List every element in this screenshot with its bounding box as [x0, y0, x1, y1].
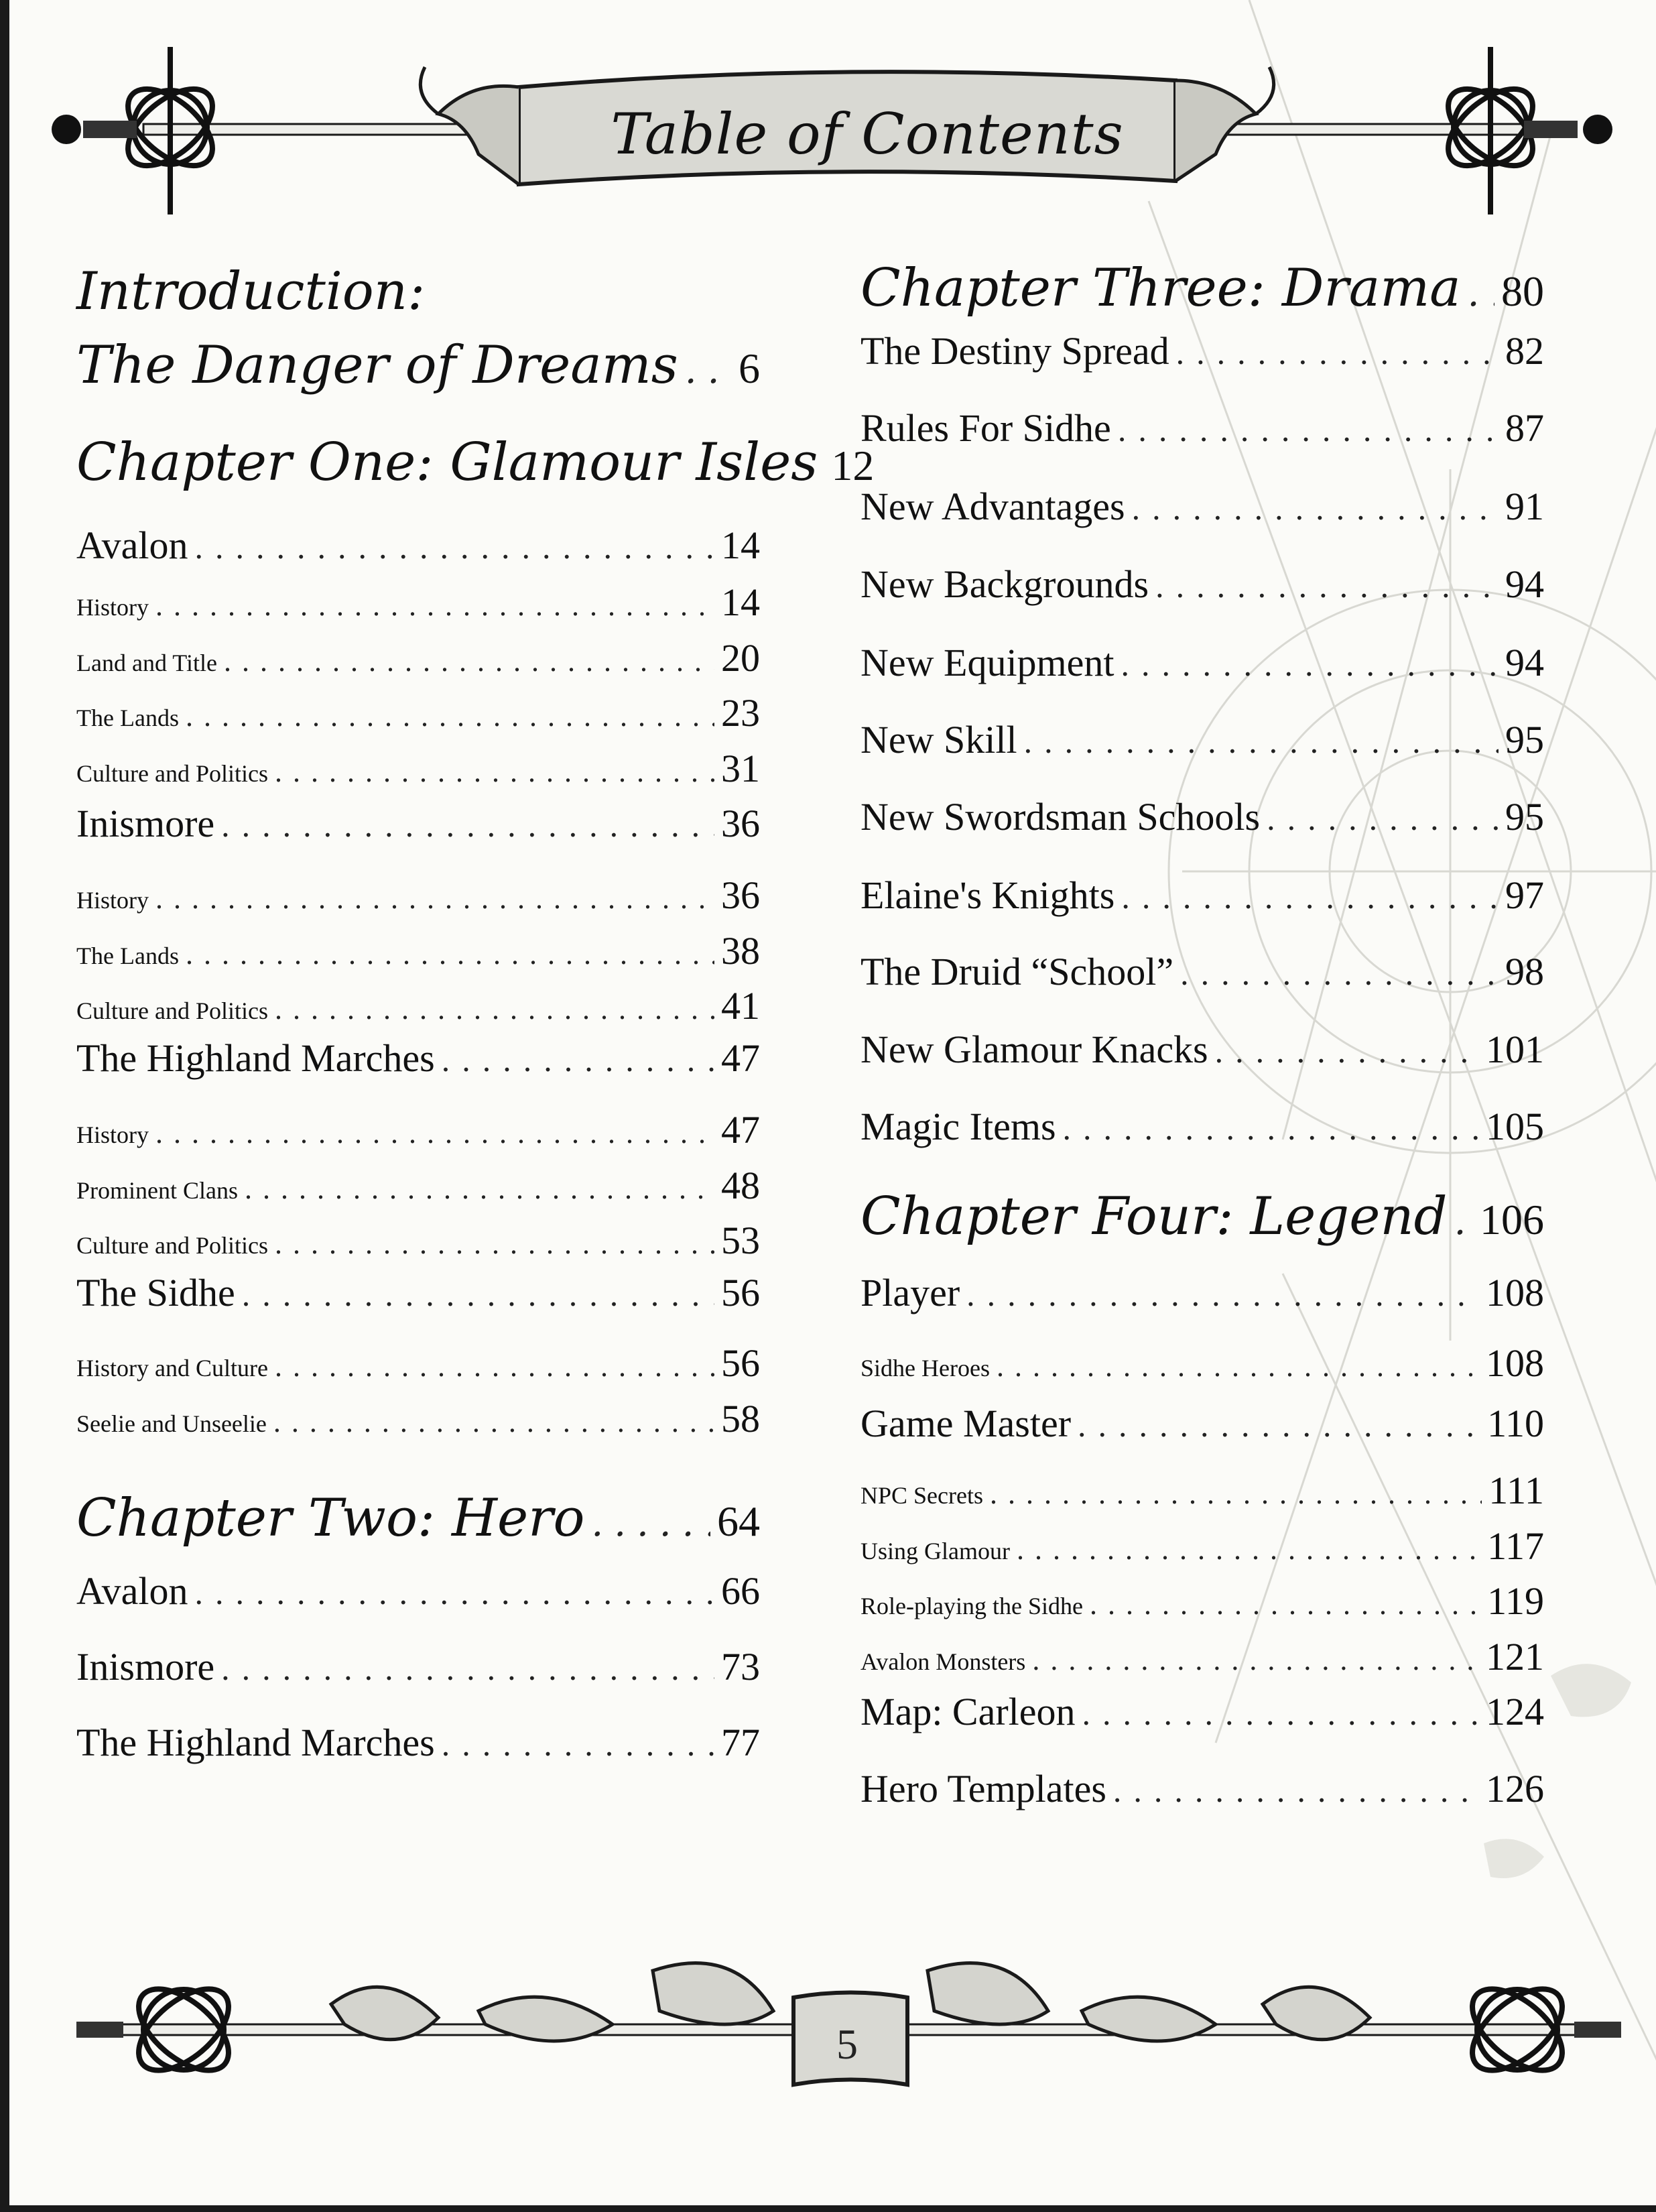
toc-entry-page: 121	[1486, 1635, 1544, 1678]
toc-subentry[interactable]	[76, 928, 760, 973]
dot-leader	[966, 1275, 1479, 1314]
toc-entry-label: The Lands	[76, 704, 179, 731]
toc-entry-label: Inismore	[76, 1645, 215, 1688]
toc-entry-page: 97	[1505, 873, 1544, 917]
toc-subentry[interactable]	[76, 746, 760, 791]
dot-leader	[1121, 645, 1499, 684]
toc-subentry[interactable]	[76, 1341, 760, 1386]
toc-entry-page: 38	[721, 929, 760, 973]
toc-subentry[interactable]	[76, 1396, 760, 1441]
dot-leader	[1176, 333, 1499, 372]
toc-subentry[interactable]	[861, 1634, 1544, 1679]
toc-subentry[interactable]	[76, 635, 760, 680]
toc-entry-label: History and Culture	[76, 1355, 268, 1381]
toc-entry-page: 56	[721, 1341, 760, 1385]
toc-entry-page: 14	[721, 580, 760, 624]
toc-entry-label: New Glamour Knacks	[861, 1028, 1208, 1071]
dot-leader	[1215, 1032, 1479, 1070]
toc-entry-page: 117	[1487, 1524, 1544, 1568]
toc-entry-page: 6	[739, 345, 760, 392]
toc-subentry[interactable]	[76, 1163, 760, 1208]
toc-entry-page: 64	[717, 1497, 760, 1545]
toc-entry-label: History	[76, 887, 149, 914]
dot-leader	[221, 806, 714, 845]
dot-leader	[194, 528, 714, 566]
toc-entry-page: 87	[1505, 406, 1544, 450]
dot-leader	[155, 881, 714, 916]
toc-entry-page: 36	[721, 873, 760, 917]
toc-entry-hero-templates[interactable]	[861, 1766, 1544, 1811]
toc-entry-label: New Advantages	[861, 485, 1125, 528]
toc-entry[interactable]	[861, 717, 1544, 762]
toc-entry-label: Prominent Clans	[76, 1177, 238, 1204]
dot-leader	[1032, 1643, 1479, 1677]
toc-entry-chapter-four[interactable]	[861, 1186, 1544, 1247]
dot-leader	[275, 755, 714, 789]
toc-entry-page: 47	[721, 1108, 760, 1152]
toc-entry-label: Culture and Politics	[76, 760, 268, 787]
toc-entry-label: Hero Templates	[861, 1767, 1106, 1810]
toc-entry[interactable]	[861, 949, 1544, 994]
toc-entry[interactable]	[861, 873, 1544, 918]
toc-entry-hero-highland-marches[interactable]	[76, 1720, 760, 1765]
toc-entry-game-master[interactable]	[861, 1401, 1544, 1446]
dot-leader	[275, 992, 714, 1026]
dot-leader	[1078, 1406, 1480, 1445]
toc-subentry[interactable]	[76, 1218, 760, 1263]
dot-leader	[273, 1405, 714, 1439]
dot-leader	[1468, 271, 1494, 315]
dot-leader	[1090, 1587, 1480, 1621]
toc-entry-page: 31	[721, 747, 760, 790]
toc-entry-label: History	[76, 594, 149, 621]
dot-leader	[591, 1501, 710, 1545]
toc-entry-page: 48	[721, 1164, 760, 1207]
toc-entry-label: Magic Items	[861, 1105, 1056, 1148]
toc-entry-page: 94	[1505, 562, 1544, 606]
dot-leader	[245, 1172, 714, 1206]
toc-entry[interactable]	[861, 406, 1544, 450]
toc-entry-page: 108	[1486, 1271, 1544, 1314]
toc-entry-label: The Danger of Dreams	[76, 335, 678, 395]
toc-entry-page: 56	[721, 1271, 760, 1314]
dot-leader	[1454, 1200, 1473, 1243]
toc-entry-label: Avalon	[76, 1569, 188, 1613]
toc-entry[interactable]	[861, 328, 1544, 373]
dot-leader	[1267, 799, 1499, 838]
toc-entry-page: 36	[721, 802, 760, 845]
toc-entry-page: 94	[1505, 641, 1544, 684]
toc-entry-page: 73	[721, 1645, 760, 1688]
toc-entry-label: Game Master	[861, 1402, 1072, 1445]
toc-entry-page: 91	[1505, 485, 1544, 528]
toc-entry-page: 58	[721, 1397, 760, 1440]
toc-entry-label: The Highland Marches	[76, 1036, 435, 1080]
toc-entry-label: Culture and Politics	[76, 1232, 268, 1259]
toc-entry-page: 53	[721, 1219, 760, 1262]
dot-leader	[1024, 722, 1499, 761]
dot-leader	[186, 937, 714, 971]
toc-entry-page: 23	[721, 691, 760, 735]
toc-entry-label: Culture and Politics	[76, 997, 268, 1024]
dot-leader	[442, 1725, 714, 1764]
toc-entry-label: New Equipment	[861, 641, 1114, 684]
toc-entry-page: 41	[721, 984, 760, 1028]
toc-entry-label: The Lands	[76, 942, 179, 969]
toc-entry-avalon[interactable]	[76, 523, 760, 568]
toc-entry[interactable]	[861, 1104, 1544, 1149]
intro-title-line: Introduction:	[76, 261, 426, 322]
dot-leader	[186, 699, 714, 733]
dot-leader	[1180, 954, 1499, 993]
toc-entry-map-carleon[interactable]	[861, 1689, 1544, 1734]
toc-entry-label: New Skill	[861, 718, 1017, 761]
dot-leader	[155, 589, 714, 623]
toc-entry-intro[interactable]	[76, 335, 760, 395]
dot-leader	[155, 1116, 714, 1150]
dot-leader	[1017, 1532, 1480, 1566]
dot-leader	[224, 644, 714, 678]
toc-entry-chapter-one[interactable]	[76, 432, 875, 493]
dot-leader	[275, 1349, 714, 1384]
dot-leader	[990, 1477, 1482, 1511]
toc-entry-highland-marches[interactable]	[76, 1036, 760, 1081]
toc-entry-the-sidhe[interactable]	[76, 1270, 760, 1315]
toc-entry-page: 105	[1486, 1105, 1544, 1148]
toc-entry-label: History	[76, 1121, 149, 1148]
dot-leader	[1132, 489, 1499, 528]
toc-entry-label: Player	[861, 1271, 960, 1314]
toc-entry-page: 106	[1480, 1196, 1544, 1243]
toc-subentry[interactable]	[861, 1579, 1544, 1623]
dot-leader	[194, 1573, 714, 1612]
dot-leader	[1113, 1771, 1479, 1810]
toc-entry-label: Map: Carleon	[861, 1690, 1076, 1733]
toc-entry-page: 101	[1486, 1028, 1544, 1071]
page-number: 5	[836, 2020, 858, 2068]
dot-leader	[1121, 877, 1499, 916]
toc-entry-label: New Swordsman Schools	[861, 795, 1261, 839]
toc-entry-label: Chapter Two: Hero	[76, 1488, 585, 1548]
toc-subentry[interactable]	[861, 1341, 1544, 1386]
toc-entry-label: Chapter Four: Legend	[861, 1186, 1448, 1247]
toc-entry-page: 82	[1505, 329, 1544, 373]
toc-subentry[interactable]	[861, 1468, 1544, 1513]
toc-entry[interactable]	[861, 484, 1544, 529]
toc-entry-label: The Destiny Spread	[861, 329, 1169, 373]
toc-subentry[interactable]	[76, 580, 760, 625]
toc-entry-page: 80	[1501, 267, 1544, 315]
toc-entry-page: 119	[1487, 1579, 1544, 1623]
dot-leader	[1155, 566, 1499, 605]
toc-entry-label: The Druid “School”	[861, 950, 1174, 993]
toc-entry-label: Inismore	[76, 802, 215, 845]
toc-entry-label: Role-playing the Sidhe	[861, 1593, 1083, 1619]
toc-entry-label: Chapter Three: Drama	[861, 258, 1461, 318]
toc-entry-hero-avalon[interactable]	[76, 1569, 760, 1613]
toc-subentry[interactable]	[76, 1107, 760, 1152]
toc-entry-page: 95	[1505, 795, 1544, 839]
toc-entry-label: The Sidhe	[76, 1271, 235, 1314]
dot-leader	[1063, 1109, 1479, 1148]
toc-entry[interactable]	[861, 1027, 1544, 1072]
toc-entry-page: 66	[721, 1569, 760, 1613]
toc-entry-inismore[interactable]	[76, 801, 760, 846]
toc-entry-page: 111	[1488, 1469, 1544, 1512]
toc-entry-label: Land and Title	[76, 650, 218, 676]
toc-entry[interactable]	[861, 640, 1544, 685]
dot-leader	[221, 1649, 714, 1688]
toc-entry-page: 12	[831, 442, 875, 489]
header-banner	[36, 40, 1645, 214]
dot-leader	[442, 1040, 714, 1079]
toc-subentry[interactable]	[76, 873, 760, 918]
dot-leader	[685, 349, 732, 392]
toc-entry-page: 126	[1486, 1767, 1544, 1810]
page-title: Table of Contents	[611, 101, 1124, 167]
toc-entry-label: NPC Secrets	[861, 1482, 983, 1509]
toc-entry[interactable]	[861, 794, 1544, 839]
toc-entry-player[interactable]	[861, 1270, 1544, 1315]
toc-entry-label: Sidhe Heroes	[861, 1355, 990, 1381]
toc-subentry[interactable]	[76, 983, 760, 1028]
toc-entry-label: Avalon	[76, 524, 188, 567]
toc-entry-label: Avalon Monsters	[861, 1648, 1026, 1675]
dot-leader	[997, 1349, 1479, 1384]
toc-entry-page: 124	[1486, 1690, 1544, 1733]
toc-entry-page: 110	[1487, 1402, 1544, 1445]
dot-leader	[1082, 1694, 1479, 1733]
toc-entry-label: The Highland Marches	[76, 1721, 435, 1764]
toc-entry-label: Elaine's Knights	[861, 873, 1115, 917]
toc-subentry[interactable]	[861, 1524, 1544, 1569]
dot-leader	[275, 1227, 714, 1261]
toc-entry-label: Using Glamour	[861, 1538, 1010, 1564]
footer-ornament	[63, 1930, 1638, 2105]
toc-entry-page: 14	[721, 524, 760, 567]
toc-entry[interactable]	[861, 562, 1544, 607]
toc-entry-page: 77	[721, 1721, 760, 1764]
toc-entry-page: 98	[1505, 950, 1544, 993]
toc-entry-label: Seelie and Unseelie	[76, 1410, 267, 1437]
dot-leader	[242, 1275, 714, 1314]
toc-entry-page: 108	[1486, 1341, 1544, 1385]
dot-leader	[1118, 410, 1499, 449]
toc-entry-page: 20	[721, 636, 760, 680]
toc-entry-page: 95	[1505, 718, 1544, 761]
toc-entry-label: New Backgrounds	[861, 562, 1149, 606]
toc-entry-page: 47	[721, 1036, 760, 1080]
toc-entry-chapter-two[interactable]	[76, 1488, 760, 1548]
toc-entry-label: Chapter One: Glamour Isles	[76, 432, 818, 493]
toc-entry-chapter-three[interactable]	[861, 258, 1544, 318]
toc-entry-label: Rules For Sidhe	[861, 406, 1111, 450]
toc-subentry[interactable]	[76, 690, 760, 735]
toc-entry-hero-inismore[interactable]	[76, 1644, 760, 1689]
